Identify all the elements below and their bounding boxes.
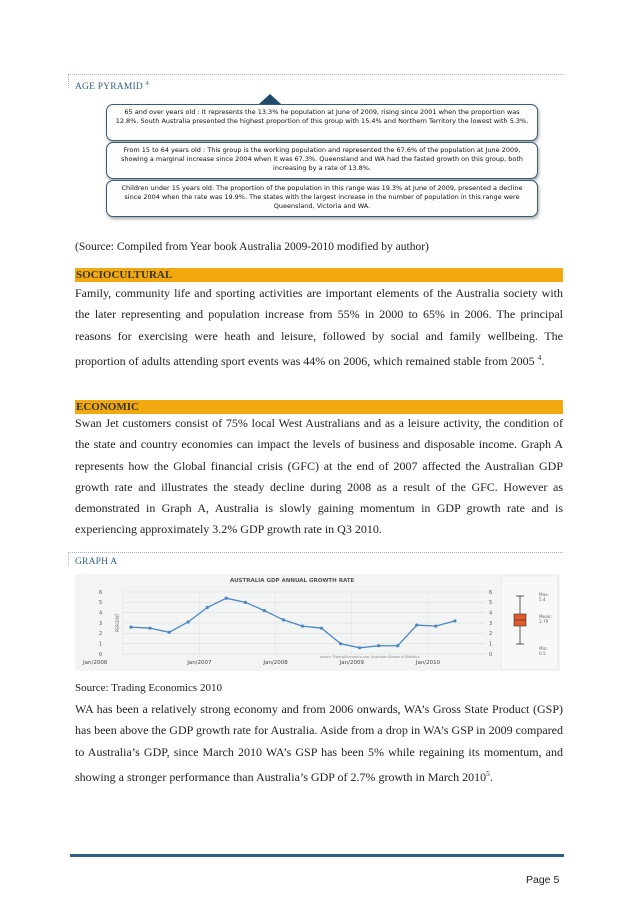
y-tick-label: 2 [99,631,103,638]
stat-mean-value: 2.79 [539,619,549,624]
gdp-data-point [206,606,209,609]
gdp-data-point [187,620,190,623]
y-tick-label-right: 0 [489,651,493,658]
economic-heading: ECONOMIC [75,400,563,414]
gdp-data-point [282,618,285,621]
gdp-data-point [263,609,266,612]
gdp-data-point [434,625,437,628]
gdp-data-point [148,627,151,630]
y-tick-label: 0 [99,651,103,658]
pyramid-source: (Source: Compiled from Year book Australia 2009-2010 modified by author) [75,241,429,253]
stat-max-label: Max: [539,592,550,597]
economic-paragraph: Swan Jet customers consist of 75% local West Australians and as a leisure activity, the condition of the state and country economies can impact the levels of business and disposable income. Graph A represents how the Global financial crisis (GFC) at the end of 2007 affected the Australian GDP growth rate and illustrates the steady decline during 2008 as a result of the GFC. However as demonstrated in Graph A, Australia is slowly gaining momentum in GDP growth rate and is experiencing approximately 3.2% GDP growth rate in Q3 2010. [75,416,563,537]
graph-source: Source: Trading Economics 2010 [75,682,222,694]
gdp-data-point [415,623,418,626]
x-tick-label: Jan/2006 [83,660,108,666]
stat-min-label: Min: [539,646,548,651]
y-tick-label: 1 [99,641,103,648]
section-divider [68,74,69,88]
y-axis-label: PERCENT [115,613,120,632]
graph-a-label: GRAPH A [75,557,118,567]
stat-min-value: 0.5 [539,651,546,656]
y-tick-label-right: 4 [489,610,493,617]
gdp-data-point [358,646,361,649]
gdp-data-point [377,644,380,647]
y-tick-label: 3 [99,620,103,627]
gdp-growth-chart [75,574,560,671]
chart-title: AUSTRALIA GDP ANNUAL GROWTH RATE [230,578,355,584]
y-tick-label-right: 5 [489,600,493,607]
x-tick-label: Jan/2008 [263,660,288,666]
y-tick-label: 6 [99,589,103,596]
pyramid-box-65-plus: 65 and over years old : It represents the 13.3% he population at June of 2009, rising since 2001 when the proportion was 12.8%. South Australia presented the highest proportion of this group with 15.4% and Northern Territory the lowest with 5.3%. [106,104,538,141]
age-pyramid-label: AGE PYRAMID $^4$ [75,80,149,93]
section-divider [68,74,563,75]
pyramid-box-15-64: From 15 to 64 years old : This group is the working population and represented the 67.6% of the population at June 2009, showing a marginal increase since 2004 when it was 67.3%. Queensland and WA had the fasted growth on this group, both increasing by a rate of 13.8%. [106,142,538,179]
sociocultural-heading: SOCIOCULTURAL [75,268,563,282]
footer-rule [70,854,564,857]
section-divider [68,552,563,553]
chart-credit: source: TradingEconomics.com; Australian Bureau of Statistics [320,655,420,659]
chart-background [75,574,560,671]
section-divider [68,552,69,566]
stat-max-value: 5.4 [539,597,546,602]
gdp-data-point [301,625,304,628]
page-number: Page 5 [526,874,560,886]
gdp-data-point [320,627,323,630]
y-tick-label: 5 [99,600,103,607]
stats-panel [501,576,558,669]
gdp-data-point [453,619,456,622]
gdp-data-point [225,597,228,600]
gdp-data-point [168,631,171,634]
gdp-data-point [129,626,132,629]
sociocultural-paragraph: Family, community life and sporting activities are important elements of the Australia society with the later representing and population increase from 55% in 2000 to 65% in 2006. The principal reasons for exercising were heath and leisure, followed by social and family wellbeing. The proportion of adults attending sport events was 44% on 2006, which remained stable from 2005 $^4$. [75,286,563,368]
y-tick-label-right: 6 [489,589,493,596]
pyramid-box-under-15: Children under 15 years old: The proportion of the population in this range was 19.3% at June of 2009, presented a decline since 2004 when the rate was 19.9%. The states with the largest increase in the number of population in this range were Queensland, Victoria and WA. [106,180,538,217]
closing-paragraph: WA has been a relatively strong economy and from 2006 onwards, WA’s Gross State Product (GSP) has been above the GDP growth rate for Australia. Aside from a drop in WA’s GSP in 2009 compared to Australia’s GDP, since March 2010 WA’s GSP has been 5% while regaining its momentum, and showing a stronger performance than Australia’s GDP of 2.7% growth in March 2010$^5$. [75,702,563,784]
y-tick-label-right: 1 [489,641,493,648]
y-tick-label-right: 2 [489,631,493,638]
gdp-data-point [396,644,399,647]
y-tick-label: 4 [99,610,103,617]
x-tick-label: Jan/2009 [339,660,364,666]
y-tick-label-right: 3 [489,620,493,627]
x-tick-label: Jan/2010 [415,660,441,666]
gdp-data-point [244,601,247,604]
pyramid-apex [259,94,281,104]
gdp-data-point [339,642,342,645]
x-tick-label: Jan/2007 [187,660,212,666]
stat-mean-label: Mean: [539,614,552,619]
